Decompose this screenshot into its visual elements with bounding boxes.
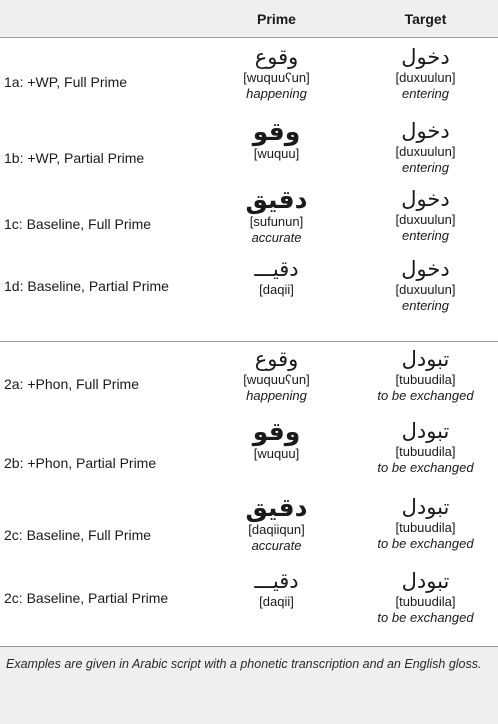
- table-row: [0, 418, 498, 494]
- prime-cell: [200, 186, 353, 256]
- prime-gloss: happening: [246, 86, 307, 101]
- prime-cell: [200, 256, 353, 338]
- table-row: [0, 568, 498, 646]
- prime-cell: [200, 568, 353, 646]
- header-target: Target: [404, 10, 447, 27]
- section-2: [0, 342, 498, 647]
- table-row: [0, 186, 498, 256]
- prime-gloss: happening: [246, 388, 307, 403]
- prime-cell: [200, 418, 353, 494]
- target-transliteration: [tubuudila]: [395, 444, 456, 459]
- prime-cell: [200, 342, 353, 418]
- table-row: [0, 118, 498, 186]
- target-transliteration: [duxuulun]: [395, 144, 456, 159]
- target-arabic: تبودل: [401, 347, 450, 371]
- prime-transliteration: [daqii]: [259, 282, 294, 297]
- prime-arabic: وقوع: [254, 45, 299, 69]
- target-cell: [353, 118, 498, 186]
- prime-gloss: accurate: [251, 538, 302, 553]
- prime-arabic: دقيق: [245, 185, 308, 214]
- target-transliteration: [duxuulun]: [395, 282, 456, 297]
- prime-arabic: دقيـــ: [254, 257, 299, 281]
- row-label: 2b: +Phon, Partial Prime: [4, 455, 157, 471]
- target-transliteration: [tubuudila]: [395, 520, 456, 535]
- prime-arabic: دقيـــ: [254, 569, 299, 593]
- target-cell: [353, 186, 498, 256]
- target-gloss: to be exchanged: [377, 460, 474, 475]
- table-header: [0, 0, 498, 38]
- target-transliteration: [tubuudila]: [395, 594, 456, 609]
- table-row: [0, 38, 498, 118]
- target-gloss: entering: [402, 160, 449, 175]
- prime-cell: [200, 38, 353, 118]
- table-row: [0, 494, 498, 568]
- row-label: 2c: Baseline, Full Prime: [4, 527, 152, 543]
- target-cell: [353, 38, 498, 118]
- prime-transliteration: [sufunun]: [249, 214, 304, 229]
- prime-arabic: وقو: [252, 117, 301, 146]
- target-arabic: تبودل: [401, 569, 450, 593]
- section-1: [0, 38, 498, 342]
- target-cell: [353, 494, 498, 568]
- table-row: [0, 256, 498, 338]
- target-arabic: دخول: [401, 257, 450, 281]
- target-cell: [353, 418, 498, 494]
- target-arabic: دخول: [401, 45, 450, 69]
- prime-cell: [200, 118, 353, 186]
- prime-cell: [200, 494, 353, 568]
- prime-arabic: وقوع: [254, 347, 299, 371]
- row-label: 1b: +WP, Partial Prime: [4, 150, 145, 166]
- target-gloss: to be exchanged: [377, 610, 474, 625]
- prime-transliteration: [wuquuʕun]: [243, 70, 310, 85]
- row-label: 1c: Baseline, Full Prime: [4, 216, 152, 232]
- target-gloss: entering: [402, 228, 449, 243]
- prime-transliteration: [wuquu]: [253, 446, 300, 461]
- target-gloss: entering: [402, 298, 449, 313]
- row-label: 2a: +Phon, Full Prime: [4, 376, 140, 392]
- table-footnote: Examples are given in Arabic script with a phonetic transcription and an English gloss.: [0, 647, 498, 724]
- prime-transliteration: [daqiiqun]: [248, 522, 305, 537]
- target-cell: [353, 256, 498, 338]
- row-label: 2c: Baseline, Partial Prime: [4, 590, 169, 606]
- target-transliteration: [duxuulun]: [395, 70, 456, 85]
- prime-transliteration: [wuquuʕun]: [243, 372, 310, 387]
- target-transliteration: [tubuudila]: [395, 372, 456, 387]
- target-arabic: دخول: [401, 187, 450, 211]
- prime-arabic: دقيق: [245, 493, 308, 522]
- target-gloss: entering: [402, 86, 449, 101]
- table-row: [0, 342, 498, 418]
- prime-gloss: accurate: [251, 230, 302, 245]
- header-prime: Prime: [257, 10, 296, 27]
- target-arabic: دخول: [401, 119, 450, 143]
- target-cell: [353, 342, 498, 418]
- row-label: 1a: +WP, Full Prime: [4, 74, 128, 90]
- target-transliteration: [duxuulun]: [395, 212, 456, 227]
- prime-transliteration: [daqii]: [259, 594, 294, 609]
- target-gloss: to be exchanged: [377, 388, 474, 403]
- target-cell: [353, 568, 498, 646]
- target-arabic: تبودل: [401, 419, 450, 443]
- prime-transliteration: [wuquu]: [253, 146, 300, 161]
- row-label: 1d: Baseline, Partial Prime: [4, 278, 169, 294]
- target-gloss: to be exchanged: [377, 536, 474, 551]
- target-arabic: تبودل: [401, 495, 450, 519]
- prime-arabic: وقو: [252, 417, 301, 446]
